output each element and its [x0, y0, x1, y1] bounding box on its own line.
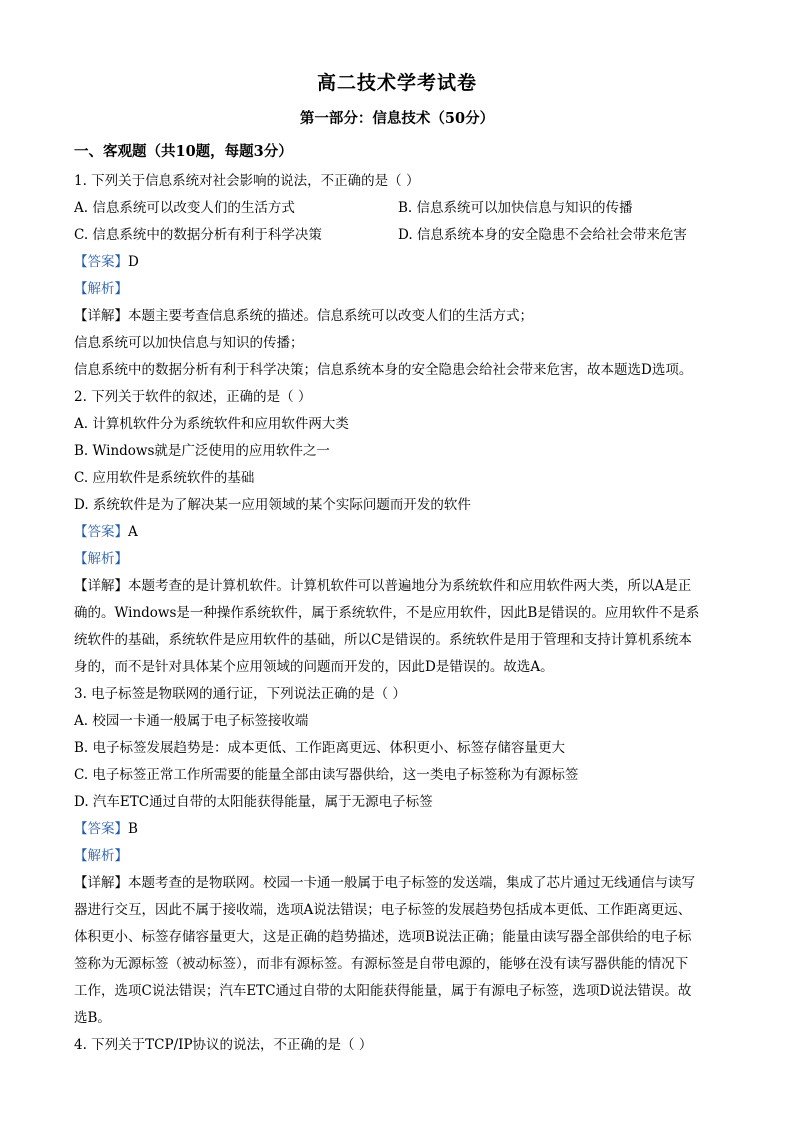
q3-stem: 3. 电子标签是物联网的通行证，下列说法正确的是（ ）	[74, 686, 406, 702]
q3-detail-1	[74, 870, 724, 897]
q2-detail-1-text: 本题考查的是计算机软件。计算机软件可以普遍地分为系统软件和应用软件两大类，所以A是正	[128, 578, 692, 594]
q3-option-c: C. 电子标签正常工作所需要的能量全部由读写器供给，这一类电子标签称为有源标签	[74, 767, 579, 783]
q2-detail-1	[74, 573, 724, 600]
q4-stem: 4. 下列关于TCP/IP协议的说法，不正确的是（ ）	[74, 1037, 373, 1053]
q2-option-a: A. 计算机软件分为系统软件和应用软件两大类	[74, 416, 349, 432]
q1-stem: 1. 下列关于信息系统对社会影响的说法，不正确的是（ ）	[74, 173, 420, 189]
q2-analysis-label: 【解析】	[74, 551, 128, 567]
q1-analysis-label: 【解析】	[74, 281, 128, 297]
q1-detail-3: 信息系统中的数据分析有利于科学决策；信息系统本身的安全隐患会给社会带来危害，故本题选D选项。	[74, 362, 693, 378]
q1-answer	[74, 249, 724, 276]
q1-detail-1	[74, 303, 724, 330]
section-heading: 一、客观题（共10题，每题3分）	[74, 143, 293, 160]
q3-detail-6: 选B。	[74, 1010, 111, 1026]
q3-detail-3: 体积更小、标签存储容量更大，这是正确的趋势描述，选项B说法正确；能量由读写器全部供给的电子标	[74, 929, 692, 945]
q1-options-row1	[74, 195, 724, 222]
q1-answer-value: D	[128, 254, 139, 270]
detail-label: 【详解】	[74, 578, 128, 594]
q1-option-a: A. 信息系统可以改变人们的生活方式	[74, 200, 295, 216]
q1-option-d: D. 信息系统本身的安全隐患不会给社会带来危害	[398, 227, 687, 243]
q2-detail-3: 统软件的基础，系统软件是应用软件的基础，所以C是错误的。系统软件是用于管理和支持计算机系统本	[74, 632, 692, 648]
q1-detail-1-text: 本题主要考查信息系统的描述。信息系统可以改变人们的生活方式；	[128, 308, 533, 324]
q3-detail-5: 工作，选项C说法错误；汽车ETC通过自带的太阳能获得能量，属于有源电子标签，选项D说法错误。故	[74, 983, 692, 999]
q2-stem: 2. 下列关于软件的叙述，正确的是（ ）	[74, 389, 312, 405]
q3-option-b: B. 电子标签发展趋势是：成本更低、工作距离更远、体积更小、标签存储容量更大	[74, 740, 566, 756]
q3-option-d: D. 汽车ETC通过自带的太阳能获得能量，属于无源电子标签	[74, 794, 433, 810]
q1-options-row2	[74, 222, 724, 249]
q3-detail-4: 签称为无源标签（被动标签），而非有源标签。有源标签是自带电源的，能够在没有读写器供能的情况下	[74, 956, 689, 972]
questions-content	[74, 168, 724, 1059]
part-subtitle: 第一部分：信息技术（50分）	[299, 110, 495, 127]
answer-label: 【答案】	[74, 254, 128, 270]
q3-option-a: A. 校园一卡通一般属于电子标签接收端	[74, 713, 309, 729]
q3-answer	[74, 816, 724, 843]
q2-option-c: C. 应用软件是系统软件的基础	[74, 470, 255, 486]
q3-detail-2: 器进行交互，因此不属于接收端，选项A说法错误；电子标签的发展趋势包括成本更低、工作距离更远、	[74, 902, 692, 918]
q2-option-b: B. Windows就是广泛使用的应用软件之一	[74, 443, 330, 459]
exam-title: 高二技术学考试卷	[316, 72, 477, 94]
q1-option-b: B. 信息系统可以加快信息与知识的传播	[398, 200, 633, 216]
q2-detail-4: 身的，而不是针对具体某个应用领域的问题而开发的，因此D是错误的。故选A。	[74, 659, 554, 675]
q3-analysis-label: 【解析】	[74, 848, 128, 864]
q2-answer-value: A	[128, 524, 138, 540]
q1-option-c: C. 信息系统中的数据分析有利于科学决策	[74, 227, 322, 243]
q3-detail-1-text: 本题考查的是物联网。校园一卡通一般属于电子标签的发送端，集成了芯片通过无线通信与读写	[128, 875, 695, 891]
q2-detail-2: 确的。Windows是一种操作系统软件，属于系统软件，不是应用软件，因此B是错误的。应用软件不是系	[74, 605, 700, 621]
q1-detail-2: 信息系统可以加快信息与知识的传播；	[74, 335, 304, 351]
detail-label: 【详解】	[74, 875, 128, 891]
answer-label: 【答案】	[74, 524, 128, 540]
q3-answer-value: B	[128, 821, 138, 837]
answer-label: 【答案】	[74, 821, 128, 837]
detail-label: 【详解】	[74, 308, 128, 324]
q2-option-d: D. 系统软件是为了解决某一应用领域的某个实际问题而开发的软件	[74, 497, 471, 513]
q2-answer	[74, 519, 724, 546]
